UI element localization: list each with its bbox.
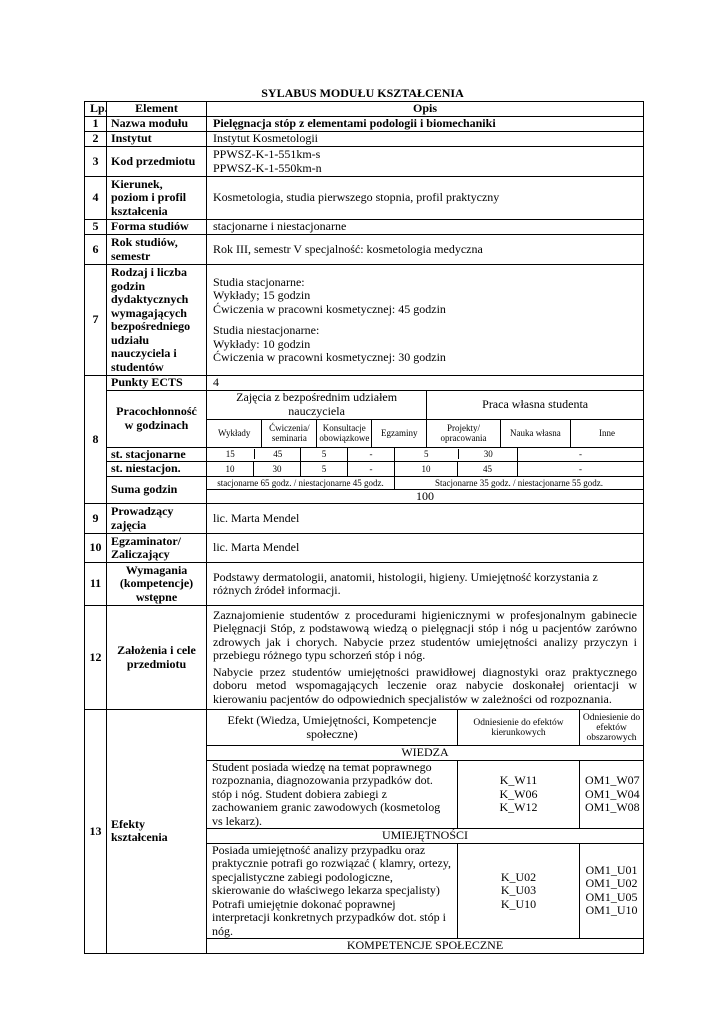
effects-header: Efekt (Wiedza, Umiejętności, Kompetencje społeczne) <box>207 710 458 746</box>
hours-line: Ćwiczenia w pracowni kosmetycznej: 45 godzin <box>213 301 446 316</box>
stac-value: 30 <box>483 449 493 460</box>
course-code-1: PPWSZ-K-1-551km-s <box>213 147 321 161</box>
group-teacher: Zajęcia z bezpośrednim udziałem nauczyciela <box>207 391 427 420</box>
row-8-ects <box>85 376 644 391</box>
effect-code: K_U03 <box>500 883 537 897</box>
lecturer-value: lic. Marta Mendel <box>207 504 644 534</box>
knowledge-direction-codes <box>458 760 580 829</box>
module-name: Pielęgnacja stóp z elementami podologii i biomechaniki <box>207 117 644 132</box>
course-code <box>207 147 644 177</box>
full-time-label: st. stacjonarne <box>107 447 207 462</box>
col-header: Egzaminy <box>372 420 427 447</box>
row-number: 7 <box>85 265 107 376</box>
ects-value: 4 <box>207 376 644 391</box>
row-9 <box>85 504 644 534</box>
field-value: Kosmetologia, studia pierwszego stopnia, profil praktyczny <box>207 177 644 220</box>
hours-line: Wykłady; 15 godzin <box>213 288 311 302</box>
stac-value: - <box>518 447 644 462</box>
effect-code: K_U10 <box>500 896 537 911</box>
stac-values <box>207 447 301 462</box>
effect-code: OM1_U02 <box>585 876 638 891</box>
row-number: 8 <box>85 376 107 504</box>
stac-value: 15 <box>207 449 254 459</box>
row-number: 9 <box>85 504 107 534</box>
row-number: 2 <box>85 132 107 147</box>
row-number: 1 <box>85 117 107 132</box>
row-element: Rok studiów, semestr <box>107 235 207 265</box>
direction-effects-header: Odniesienie do efektów kierunkowych <box>458 710 580 746</box>
row-8-workload <box>85 390 644 447</box>
row-element: Prowadzący zajęcia <box>107 504 207 534</box>
skills-direction-codes <box>458 843 580 939</box>
row-8-sum-split <box>85 476 644 489</box>
area-effects-header: Odniesienie do efektów obszarowych <box>580 710 644 746</box>
ects-label: Punkty ECTS <box>107 376 207 391</box>
effect-code: OM1_U01 <box>585 862 638 877</box>
row-8-stac <box>85 447 644 462</box>
row-element: Rodzaj i liczba godzin dydaktycznych wymagających bezpośredniego udziału nauczyciela i studentów <box>107 265 207 376</box>
effect-code: OM1_W04 <box>585 786 640 801</box>
niestac-value: - <box>348 462 395 477</box>
row-element: Nazwa modułu <box>107 117 207 132</box>
hours-line: Studia niestacjonarne: <box>213 323 320 337</box>
sum-contact: stacjonarne 65 godz. / niestacjonarne 45 godz. <box>207 476 395 489</box>
row-number: 5 <box>85 220 107 235</box>
row-2 <box>85 132 644 147</box>
effect-code: K_U02 <box>500 869 537 884</box>
row-element: Założenia i cele przedmiotu <box>107 606 207 710</box>
study-form-value: stacjonarne i niestacjonarne <box>207 220 644 235</box>
row-5 <box>85 220 644 235</box>
workload-label: Pracochłonność w godzinach <box>107 390 207 447</box>
effect-code: K_W12 <box>499 800 538 814</box>
requirements-value: Podstawy dermatologii, anatomii, histologii, higieny. Umiejętność korzystania z różnych źródeł informacji. <box>207 563 644 606</box>
effect-code: K_W11 <box>499 773 538 787</box>
header-element: Element <box>107 102 207 117</box>
skills-area-codes <box>580 843 644 939</box>
sum-label: Suma godzin <box>107 476 207 504</box>
row-element: Kierunek, poziom i profil kształcenia <box>107 177 207 220</box>
header-row <box>85 102 644 117</box>
skills-effect <box>207 843 458 939</box>
row-element: Kod przedmiotu <box>107 147 207 177</box>
row-10 <box>85 534 644 563</box>
niestac-value: 10 <box>207 462 254 477</box>
social-competence-section: KOMPETENCJE SPOŁECZNE <box>207 939 644 954</box>
knowledge-area-codes <box>580 760 644 829</box>
col-header: Projekty/ opracowania <box>427 420 501 447</box>
stac-value: 45 <box>273 449 283 460</box>
row-number: 4 <box>85 177 107 220</box>
effect-code: K_W06 <box>499 786 538 801</box>
effect-code: OM1_U10 <box>585 903 638 918</box>
row-number: 13 <box>85 710 107 954</box>
row-8-niestac <box>85 462 644 477</box>
skills-paragraph: Posiada umiejętność analizy przypadku oraz praktycznie potrafi go rozwiązać ( klamry, ortezy, specjalistyczne zabiegi podologiczne, skierowanie do właściwego lekarza specjalisty) <box>212 842 451 897</box>
course-code-2: PPWSZ-K-1-550km-n <box>213 160 322 175</box>
row-number: 6 <box>85 235 107 265</box>
hours-line: Ćwiczenia w pracowni kosmetycznej: 30 godzin <box>213 350 446 364</box>
col-header: Inne <box>570 420 643 447</box>
row-element: Egzaminator/ Zaliczający <box>107 534 207 563</box>
niestac-value: 45 <box>458 462 518 477</box>
niestac-value: 10 <box>395 462 458 477</box>
part-time-label: st. niestacjon. <box>107 462 207 477</box>
stac-value: 5 <box>301 447 348 462</box>
sum-self: Stacjonarne 35 godz. / niestacjonarne 55 godz. <box>395 476 644 489</box>
col-header: Wykłady <box>207 420 262 447</box>
row-number: 10 <box>85 534 107 563</box>
row-number: 11 <box>85 563 107 606</box>
row-6 <box>85 235 644 265</box>
effect-code: OM1_W07 <box>585 773 640 787</box>
stac-values <box>395 447 518 462</box>
hours-line: Wykłady: 10 godzin <box>213 336 311 351</box>
skills-paragraph: Potrafi umiejętnie dokonać poprawnej interpretacji konkretnych przypadków dot. stóp i nóg. <box>212 896 446 938</box>
hours-value <box>207 265 644 376</box>
col-header: Konsultacje obowiązkowe <box>317 420 372 447</box>
header-opis: Opis <box>207 102 644 117</box>
row-element: Efekty kształcenia <box>107 710 207 954</box>
row-element: Wymagania (kompetencje) wstępne <box>107 563 207 606</box>
col-header: Nauka własna <box>500 420 570 447</box>
niestac-value: 5 <box>301 462 348 477</box>
sum-total: 100 <box>207 489 644 504</box>
header-lp: Lp. <box>85 102 107 117</box>
row-12 <box>85 606 644 710</box>
group-self-study: Praca własna studenta <box>427 391 643 420</box>
workload-grid <box>207 390 644 447</box>
row-7 <box>85 265 644 376</box>
niestac-value: - <box>518 462 644 477</box>
examiner-value: lic. Marta Mendel <box>207 534 644 563</box>
effect-code: OM1_W08 <box>585 800 640 814</box>
row-element: Forma studiów <box>107 220 207 235</box>
row-3 <box>85 147 644 177</box>
col-header: Ćwiczenia/ seminaria <box>262 420 317 447</box>
institute-value: Instytut Kosmetologii <box>207 132 644 147</box>
skills-section: UMIEJĘTNOŚCI <box>207 829 644 844</box>
page-title: SYLABUS MODUŁU KSZTAŁCENIA <box>261 86 464 100</box>
objective-paragraph: Nabycie przez studentów umiejętności prawidłowej diagnostyki oraz praktycznego doboru metod wspomagających leczenie oraz nabycie doskonałej orientacji w kierowaniu pacjentów do odpowiednich specjalistów w zależności od rozpoznania. <box>213 664 638 706</box>
niestac-value: 30 <box>254 462 301 477</box>
hours-line: Studia stacjonarne: <box>213 274 305 289</box>
row-11 <box>85 563 644 606</box>
objectives-value <box>207 606 644 710</box>
knowledge-effect: Student posiada wiedzę na temat poprawnego rozpoznania, diagnozowania przypadków dot. stóp i nóg. Student dobiera zabiegi z zachowaniem granic zawodowych (kosmetolog vs lekarz). <box>207 760 458 829</box>
stac-value: - <box>348 447 395 462</box>
row-number: 12 <box>85 606 107 710</box>
row-element: Instytut <box>107 132 207 147</box>
year-semester-value: Rok III, semestr V specjalność: kosmetologia medyczna <box>207 235 644 265</box>
effect-code: OM1_U05 <box>585 889 638 904</box>
workload-inner <box>207 391 643 447</box>
row-13-header <box>85 710 644 746</box>
knowledge-section: WIEDZA <box>207 746 644 761</box>
row-1 <box>85 117 644 132</box>
syllabus-table <box>84 101 644 954</box>
row-4 <box>85 177 644 220</box>
objective-paragraph: Zaznajomienie studentów z procedurami higienicznymi w profesjonalnym gabinecie Pielęgnacji Stóp, z podstawową wiedzą o pielęgnacji stóp i nóg u pacjentów zarówno zdrowych jak i chorych. Nabycie przez studentów umiejętności analizy przyczyn i przebiegu różnego typu schorzeń stóp i nóg. <box>213 607 638 663</box>
row-number: 3 <box>85 147 107 177</box>
stac-value: 5 <box>395 449 458 459</box>
